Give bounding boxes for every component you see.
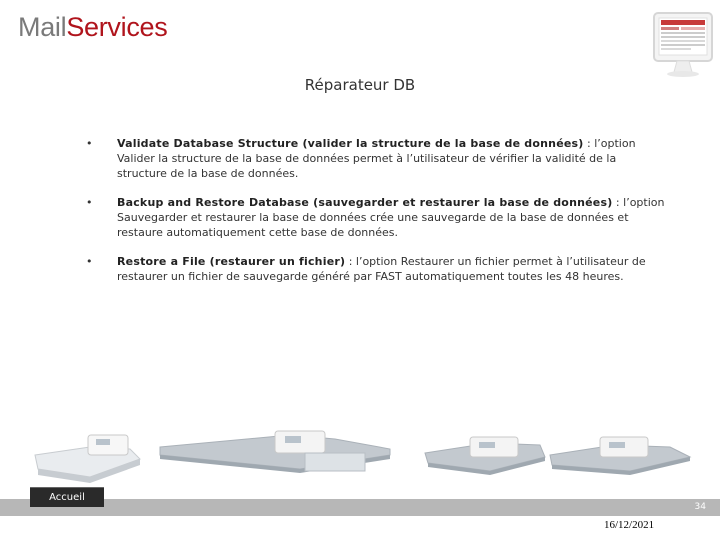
page-number: 34: [694, 502, 706, 512]
item-heading: Backup and Restore Database (sauvegarder et restaurer la base de données): [117, 196, 613, 209]
mailservices-logo: [18, 12, 167, 43]
page-title: Réparateur DB: [304, 76, 416, 94]
list-item: [86, 254, 666, 284]
list-item: [86, 136, 666, 181]
list-item: [86, 195, 666, 240]
footer-bar: [0, 499, 720, 516]
item-description: : l’option Sauvegarder et restaurer la base de données crée une sauvegarde de la base de données et restaure automatiquement cette base de données.: [117, 196, 665, 239]
franking-machines-illustration: [30, 425, 720, 495]
franking-machine-icon: [425, 437, 545, 475]
franking-machine-icon: [35, 435, 140, 483]
franking-machine-icon: [550, 437, 690, 475]
monitor-icon: [650, 10, 716, 80]
bullet-icon: •: [86, 137, 93, 150]
item-description: : l’option Restaurer un fichier permet à l’utilisateur de restaurer un fichier de sauvegarde généré par FAST automatiquement toutes les 48 heures.: [117, 255, 646, 283]
feature-list: [86, 136, 666, 298]
bullet-icon: •: [86, 196, 93, 209]
logo-services-text: Services: [66, 12, 168, 42]
item-description: : l’option Valider la structure de la base de données permet à l’utilisateur de vérifier la validité de la structure de la base de données.: [117, 137, 636, 180]
franking-machine-icon: [160, 431, 390, 473]
home-button[interactable]: Accueil: [30, 487, 104, 507]
item-heading: Validate Database Structure (valider la structure de la base de données): [117, 137, 584, 150]
logo-mail-text: Mail: [18, 12, 67, 42]
bullet-icon: •: [86, 255, 93, 268]
footer-date: 16/12/2021: [604, 519, 655, 531]
item-heading: Restore a File (restaurer un fichier): [117, 255, 346, 268]
